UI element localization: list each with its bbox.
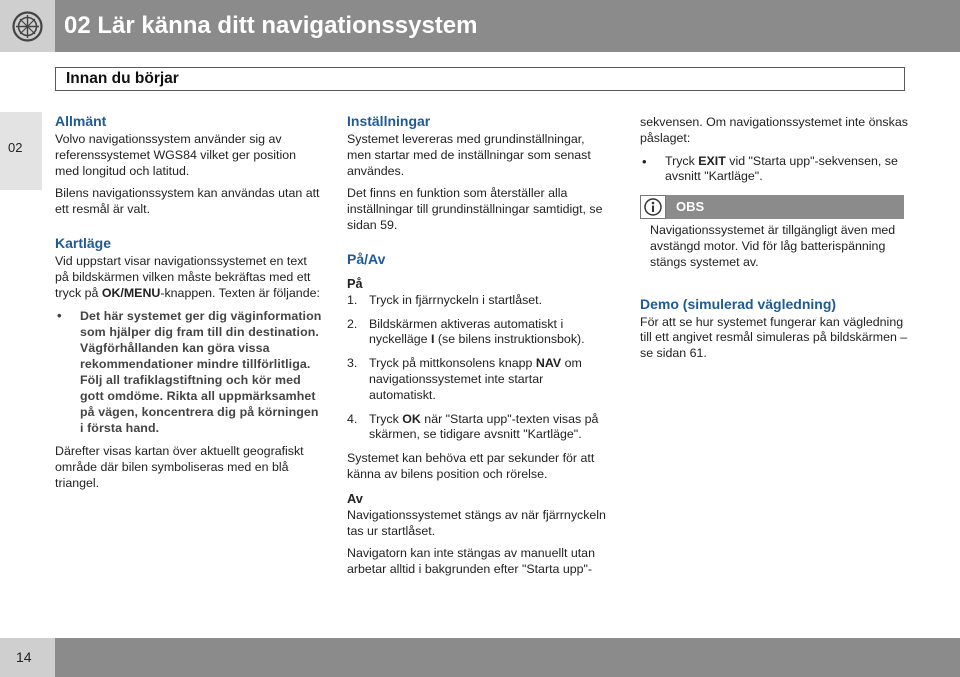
column-2 <box>347 112 612 585</box>
paragraph: Därefter visas kartan över aktuellt geografiskt område där bilen symboliseras med en blå triangel. <box>55 444 304 490</box>
heading-allmant: Allmänt <box>55 113 107 129</box>
obs-note <box>640 195 910 270</box>
section-title: Innan du börjar <box>66 70 179 87</box>
paragraph: Bilens navigationssystem kan användas utan att ett resmål är valt. <box>55 186 320 217</box>
paragraph: Navigatorn kan inte stängas av manuellt utan arbetar alltid i bakgrunden efter "Starta upp"- <box>347 546 595 577</box>
bullet-list <box>640 154 910 186</box>
page-footer <box>0 638 960 677</box>
chapter-number: 02 <box>8 140 23 155</box>
paragraph: Det finns en funktion som återställer alla inställningar till grundinställningar samtidigt, se sidan 59. <box>347 186 603 232</box>
heading-demo: Demo (simulerad vägledning) <box>640 295 837 312</box>
obs-text: Navigationssystemet är tillgängligt även med avstängd motor. Vid för låg batterispänning stängs systemet av. <box>650 223 896 269</box>
bold-text: NAV <box>535 356 562 371</box>
bullet-list <box>55 308 323 436</box>
bold-text: OK <box>402 411 421 426</box>
paragraph: Navigationssystemet stängs av när fjärrnyckeln tas ur startlåset. <box>347 507 606 538</box>
step-item <box>347 356 612 403</box>
column-1 <box>55 112 323 499</box>
step-list <box>347 293 612 443</box>
paragraph: För att se hur systemet fungerar kan vägledning till ett angivet resmål simuleras på bildskärmen – se sidan 61. <box>640 314 908 361</box>
step-item <box>347 412 612 444</box>
paragraph <box>55 254 323 301</box>
page-number-box <box>0 638 55 677</box>
key-label: OK/MENU <box>101 285 161 300</box>
obs-header <box>640 195 910 219</box>
logo-box <box>0 0 55 52</box>
paragraph: sekvensen. Om navigationssystemet inte önskas påslaget: <box>640 115 908 145</box>
paragraph: Systemet kan behöva ett par sekunder för att känna av bilens position och rörelse. <box>347 451 595 481</box>
info-icon <box>640 195 666 219</box>
step-number: 4. <box>347 411 358 426</box>
column-3 <box>640 115 910 369</box>
page-title: 02 Lär känna ditt navigationssystem <box>64 12 478 39</box>
text: Tryck in fjärrnyckeln i startlåset. <box>369 292 543 307</box>
heading-installningar: Inställningar <box>347 113 431 129</box>
step-number: 1. <box>347 292 358 307</box>
heading-pa-av: På/Av <box>347 250 386 267</box>
heading-kartlage: Kartläge <box>55 234 112 251</box>
warning-text: • Det här systemet ger dig väginformation som hjälper dig fram till din destination. Vägförhållanden kan göra vissa rekommendationer mindre tillförlitliga. Följ all trafiklagstiftning och kör med gott omdöme. Rikta all uppmärksamhet på vägen, koncentrera dig på körningen i första hand. <box>55 308 323 436</box>
heading-av: Av <box>347 490 363 506</box>
text: om navigationssystemet inte startar automatiskt. <box>369 356 582 402</box>
paragraph: Systemet levereras med grundinställningar, men startar med de inställningar som senast användes. <box>347 132 591 178</box>
step-item <box>347 293 612 309</box>
key-label: EXIT <box>698 153 726 168</box>
text: vid "Starta upp"-sekvensen, se avsnitt "Kartläge". <box>665 153 898 184</box>
bold-text: I <box>431 332 435 347</box>
text: Tryck på mittkonsolens knapp <box>369 356 536 371</box>
text: (se bilens instruktionsbok). <box>434 332 585 347</box>
heading-pa: På <box>347 275 363 291</box>
step-number: 2. <box>347 316 358 331</box>
page-header <box>0 0 960 52</box>
page-number: 14 <box>16 649 32 665</box>
navigation-logo-icon <box>11 10 44 43</box>
step-item <box>347 317 612 349</box>
list-item <box>640 154 910 186</box>
text: Vid uppstart visar navigationssystemet en text på bildskärmen vilken måste bekräftas med ett tryck på <box>55 253 311 300</box>
text: när "Starta upp"-texten visas på skärmen, se tidigare avsnitt "Kartläge". <box>369 411 599 442</box>
section-bar <box>55 67 905 91</box>
step-number: 3. <box>347 356 358 371</box>
paragraph: Volvo navigationssystem använder sig av referenssystemet WGS84 vilket ger position med longitud och latitud. <box>55 132 297 178</box>
chapter-tab <box>0 112 42 190</box>
text: -knappen. Texten är följande: <box>160 285 320 300</box>
obs-label: OBS <box>666 195 904 219</box>
text: Bildskärmen aktiveras automatiskt i nyckelläge <box>369 316 564 347</box>
text: Tryck <box>369 411 403 426</box>
text: Tryck <box>665 153 699 168</box>
